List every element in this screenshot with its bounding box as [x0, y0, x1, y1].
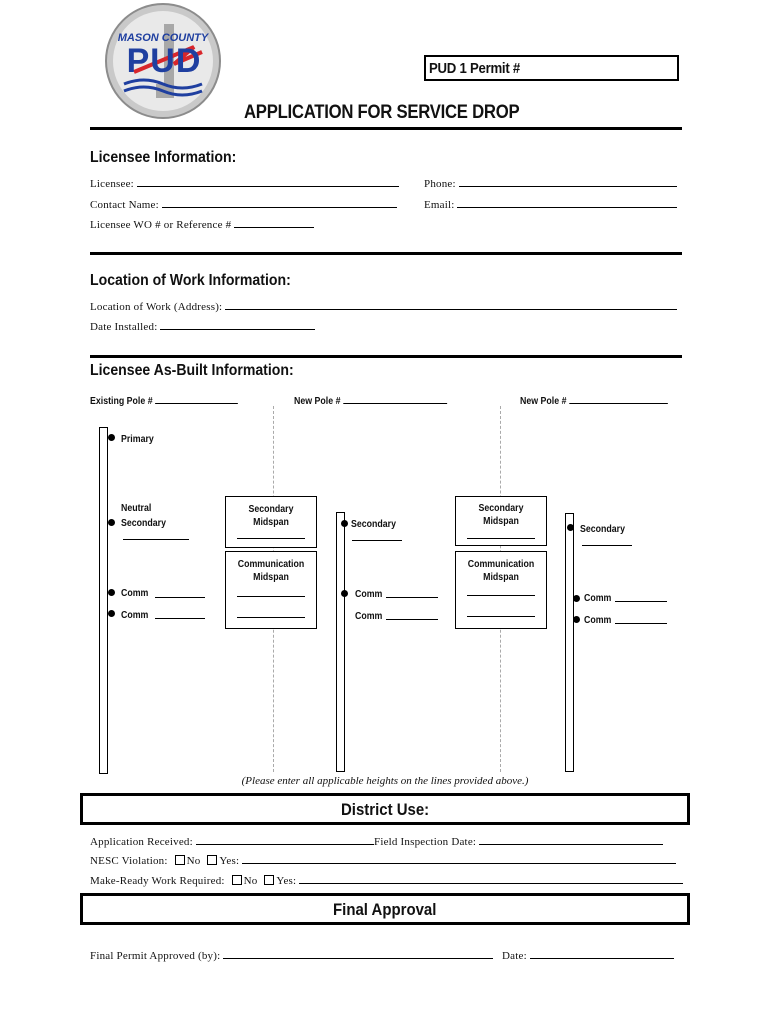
secondary-text: Secondary	[478, 503, 524, 514]
date-installed-input[interactable]	[160, 319, 315, 330]
secondary-height-input-1[interactable]	[123, 539, 189, 540]
comm-height-input-2a[interactable]	[386, 597, 438, 598]
comm-midspan-input-2b[interactable]	[467, 616, 535, 617]
communication-text: Communication	[237, 559, 305, 570]
make-ready-yes-checkbox[interactable]	[264, 875, 274, 885]
existing-pole-label: Existing Pole #	[90, 396, 153, 407]
district-use-banner	[80, 793, 690, 825]
location-rule	[90, 355, 682, 358]
comm-label-1a: Comm	[121, 588, 149, 599]
comm-label-3a: Comm	[584, 593, 612, 604]
nesc-no-checkbox[interactable]	[175, 855, 185, 865]
existing-pole-input[interactable]	[155, 393, 238, 404]
midspan-text: Midspan	[253, 572, 289, 583]
make-ready-no-label: No	[243, 875, 258, 887]
nesc-label: NESC Violation:	[90, 855, 168, 867]
primary-attach-dot	[108, 434, 115, 441]
nesc-no-label: No	[186, 855, 201, 867]
email-input[interactable]	[457, 197, 677, 208]
licensee-input[interactable]	[137, 176, 399, 187]
district-use-heading: District Use:	[340, 800, 430, 819]
title-rule	[90, 127, 682, 130]
email-label: Email:	[424, 199, 455, 211]
final-date-input[interactable]	[530, 948, 674, 959]
secondary-midspan-box-1	[225, 496, 317, 548]
new-pole-label-2: New Pole #	[520, 396, 567, 407]
page-title: APPLICATION FOR SERVICE DROP	[244, 102, 520, 123]
secondary-attach-dot-2	[341, 520, 348, 527]
wo-row	[90, 217, 314, 231]
nesc-yes-checkbox[interactable]	[207, 855, 217, 865]
asbuilt-heading: Licensee As-Built Information:	[90, 362, 294, 379]
secondary-label-1: Secondary	[121, 518, 167, 529]
secondary-height-input-2[interactable]	[352, 540, 402, 541]
final-approved-input[interactable]	[223, 948, 493, 959]
nesc-yes-input[interactable]	[242, 853, 676, 864]
make-ready-no-checkbox[interactable]	[232, 875, 242, 885]
wo-label: Licensee WO # or Reference #	[90, 219, 232, 231]
neutral-label: Neutral	[121, 503, 152, 514]
communication-midspan-label-2	[461, 558, 540, 584]
comm-height-input-1a[interactable]	[155, 597, 205, 598]
app-received-row	[90, 834, 374, 848]
comm-attach-dot-1a	[108, 589, 115, 596]
contact-name-input[interactable]	[162, 197, 397, 208]
midspan-text: Midspan	[483, 516, 519, 527]
secondary-midspan-label-2	[461, 502, 540, 528]
permit-number-box[interactable]	[424, 55, 679, 81]
logo-text-pud: PUD	[126, 42, 202, 80]
secondary-text: Secondary	[248, 504, 294, 515]
new-pole-row-2	[520, 393, 667, 407]
secondary-attach-dot-3	[567, 524, 574, 531]
comm-height-input-1b[interactable]	[155, 618, 205, 619]
licensee-label: Licensee:	[90, 178, 134, 190]
comm-midspan-input-1a[interactable]	[237, 596, 305, 597]
make-ready-row	[90, 873, 683, 887]
nesc-row	[90, 853, 676, 867]
mason-county-pud-logo	[104, 2, 222, 120]
date-installed-row	[90, 319, 315, 333]
new-pole-input-1[interactable]	[343, 393, 447, 404]
make-ready-input[interactable]	[299, 873, 683, 884]
field-inspection-row	[374, 834, 663, 848]
contact-row	[90, 197, 397, 211]
date-installed-label: Date Installed:	[90, 321, 158, 333]
field-inspection-label: Field Inspection Date:	[374, 836, 477, 848]
final-approved-row	[90, 948, 493, 962]
comm-midspan-input-1b[interactable]	[237, 617, 305, 618]
comm-height-input-3a[interactable]	[615, 601, 667, 602]
comm-attach-dot-3b	[573, 616, 580, 623]
comm-label-2a: Comm	[355, 589, 383, 600]
comm-midspan-input-2a[interactable]	[467, 595, 535, 596]
permit-number-label: PUD 1 Permit #	[429, 60, 520, 77]
secondary-label-3: Secondary	[580, 524, 626, 535]
final-date-row	[502, 948, 674, 962]
phone-row	[424, 176, 677, 190]
heights-note: (Please enter all applicable heights on the lines provided above.)	[241, 775, 529, 787]
new-pole-row-1	[294, 393, 447, 407]
secondary-label-2: Secondary	[351, 519, 397, 530]
comm-label-3b: Comm	[584, 615, 612, 626]
secondary-attach-dot-1	[108, 519, 115, 526]
make-ready-yes-label: Yes:	[276, 875, 297, 887]
field-inspection-input[interactable]	[479, 834, 663, 845]
comm-label-1b: Comm	[121, 610, 149, 621]
wo-reference-input[interactable]	[234, 217, 314, 228]
phone-input[interactable]	[459, 176, 677, 187]
communication-text: Communication	[467, 559, 535, 570]
licensee-rule	[90, 252, 682, 255]
comm-attach-dot-2a	[341, 590, 348, 597]
secondary-height-input-3[interactable]	[582, 545, 632, 546]
app-received-input[interactable]	[196, 834, 374, 845]
comm-attach-dot-1b	[108, 610, 115, 617]
new-pole-input-2[interactable]	[569, 393, 668, 404]
comm-attach-dot-3a	[573, 595, 580, 602]
address-row	[90, 299, 677, 313]
communication-midspan-label-1	[231, 558, 310, 584]
new-pole-2	[565, 513, 574, 772]
primary-label: Primary	[121, 434, 154, 445]
address-input[interactable]	[225, 299, 677, 310]
final-approval-heading: Final Approval	[333, 900, 437, 919]
location-heading: Location of Work Information:	[90, 272, 291, 289]
new-pole-label-1: New Pole #	[294, 396, 341, 407]
existing-pole-row	[90, 393, 238, 407]
final-approved-label: Final Permit Approved (by):	[90, 950, 221, 962]
licensee-row	[90, 176, 399, 190]
make-ready-label: Make-Ready Work Required:	[90, 875, 225, 887]
final-date-label: Date:	[502, 950, 527, 962]
secondary-midspan-input-1[interactable]	[237, 538, 305, 539]
licensee-heading: Licensee Information:	[90, 149, 237, 166]
midspan-text: Midspan	[253, 517, 289, 528]
final-approval-banner	[80, 893, 690, 925]
comm-height-input-2b[interactable]	[386, 619, 438, 620]
email-row	[424, 197, 677, 211]
nesc-yes-label: Yes:	[219, 855, 240, 867]
secondary-midspan-input-2[interactable]	[467, 538, 535, 539]
contact-label: Contact Name:	[90, 199, 159, 211]
new-pole-1	[336, 512, 345, 772]
comm-height-input-3b[interactable]	[615, 623, 667, 624]
secondary-midspan-label-1	[231, 503, 310, 529]
phone-label: Phone:	[424, 178, 456, 190]
logo-text-top: MASON COUNTY	[117, 32, 209, 44]
midspan-text: Midspan	[483, 572, 519, 583]
comm-label-2b: Comm	[355, 611, 383, 622]
existing-pole	[99, 427, 108, 774]
app-received-label: Application Received:	[90, 836, 193, 848]
address-label: Location of Work (Address):	[90, 301, 223, 313]
communication-midspan-box-2	[455, 551, 547, 629]
